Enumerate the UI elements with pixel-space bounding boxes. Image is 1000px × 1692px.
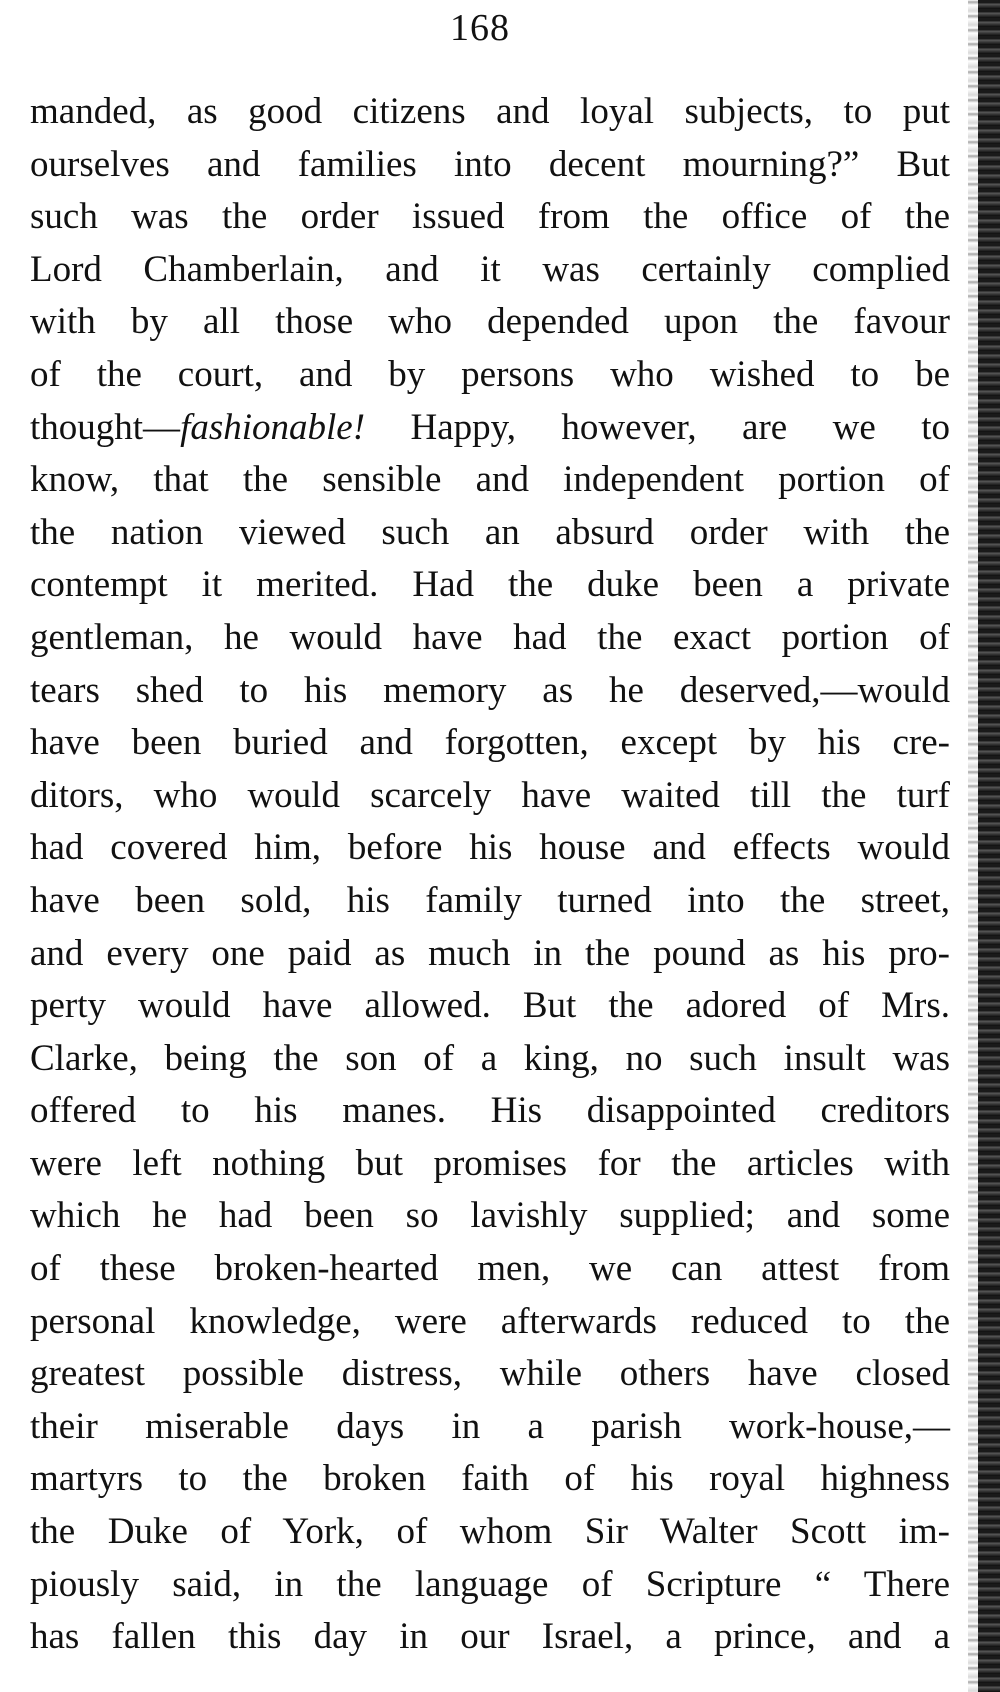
- text-line: manded, as good citizens and loyal subjects, to put: [30, 91, 950, 132]
- text-line: contempt it merited. Had the duke been a private: [30, 564, 950, 606]
- text-line: piously said, in the language of Scripture “ There: [30, 1563, 950, 1605]
- text-line: have been buried and forgotten, except by his cre-: [30, 722, 950, 764]
- text-line: have been sold, his family turned into the street,: [30, 879, 950, 921]
- text-line: Lord Chamberlain, and it was certainly complied: [30, 248, 950, 290]
- italic-emphasis: fashionable!: [180, 406, 366, 448]
- text-line: the Duke of York, of whom Sir Walter Scott im-: [30, 1511, 950, 1553]
- text-line: personal knowledge, were afterwards reduced to the: [30, 1300, 950, 1342]
- text-line: Clarke, being the son of a king, no such insult was: [30, 1037, 950, 1079]
- scan-page-edge: [978, 0, 1000, 1692]
- line-segment: Happy, however, are we to: [365, 406, 950, 448]
- text-line: with by all those who depended upon the favour: [30, 301, 950, 343]
- text-line: know, that the sensible and independent portion of: [30, 459, 950, 501]
- line-segment: thought—: [30, 406, 181, 448]
- text-line: and every one paid as much in the pound as his pro-: [30, 932, 950, 974]
- text-line: tears shed to his memory as he deserved,—would: [30, 669, 950, 711]
- text-line: which he had been so lavishly supplied; and some: [30, 1195, 950, 1237]
- page-number: 168: [450, 7, 510, 49]
- text-line: martyrs to the broken faith of his royal highness: [30, 1458, 950, 1500]
- text-line: offered to his manes. His disappointed creditors: [30, 1090, 950, 1132]
- text-line: has fallen this day in our Israel, a prince, and a: [30, 1616, 950, 1658]
- text-line: of the court, and by persons who wished to be: [30, 353, 950, 395]
- scan-edge-shadow: [968, 0, 978, 1692]
- text-line: ourselves and families into decent mourning?” But: [30, 143, 950, 185]
- text-line: were left nothing but promises for the articles with: [30, 1142, 950, 1184]
- text-line: gentleman, he would have had the exact portion of: [30, 616, 950, 658]
- text-line: greatest possible distress, while others have closed: [30, 1353, 950, 1395]
- text-line-with-italic: [30, 402, 950, 455]
- text-line: their miserable days in a parish work-house,—: [30, 1405, 950, 1447]
- text-line: ditors, who would scarcely have waited till the turf: [30, 774, 950, 816]
- text-line: the nation viewed such an absurd order with the: [30, 511, 950, 553]
- text-line: had covered him, before his house and effects would: [30, 827, 950, 869]
- text-line: perty would have allowed. But the adored of Mrs.: [30, 985, 950, 1027]
- text-line: such was the order issued from the office of the: [30, 196, 950, 238]
- text-line: of these broken-hearted men, we can attest from: [30, 1248, 950, 1290]
- body-text: [30, 86, 950, 1664]
